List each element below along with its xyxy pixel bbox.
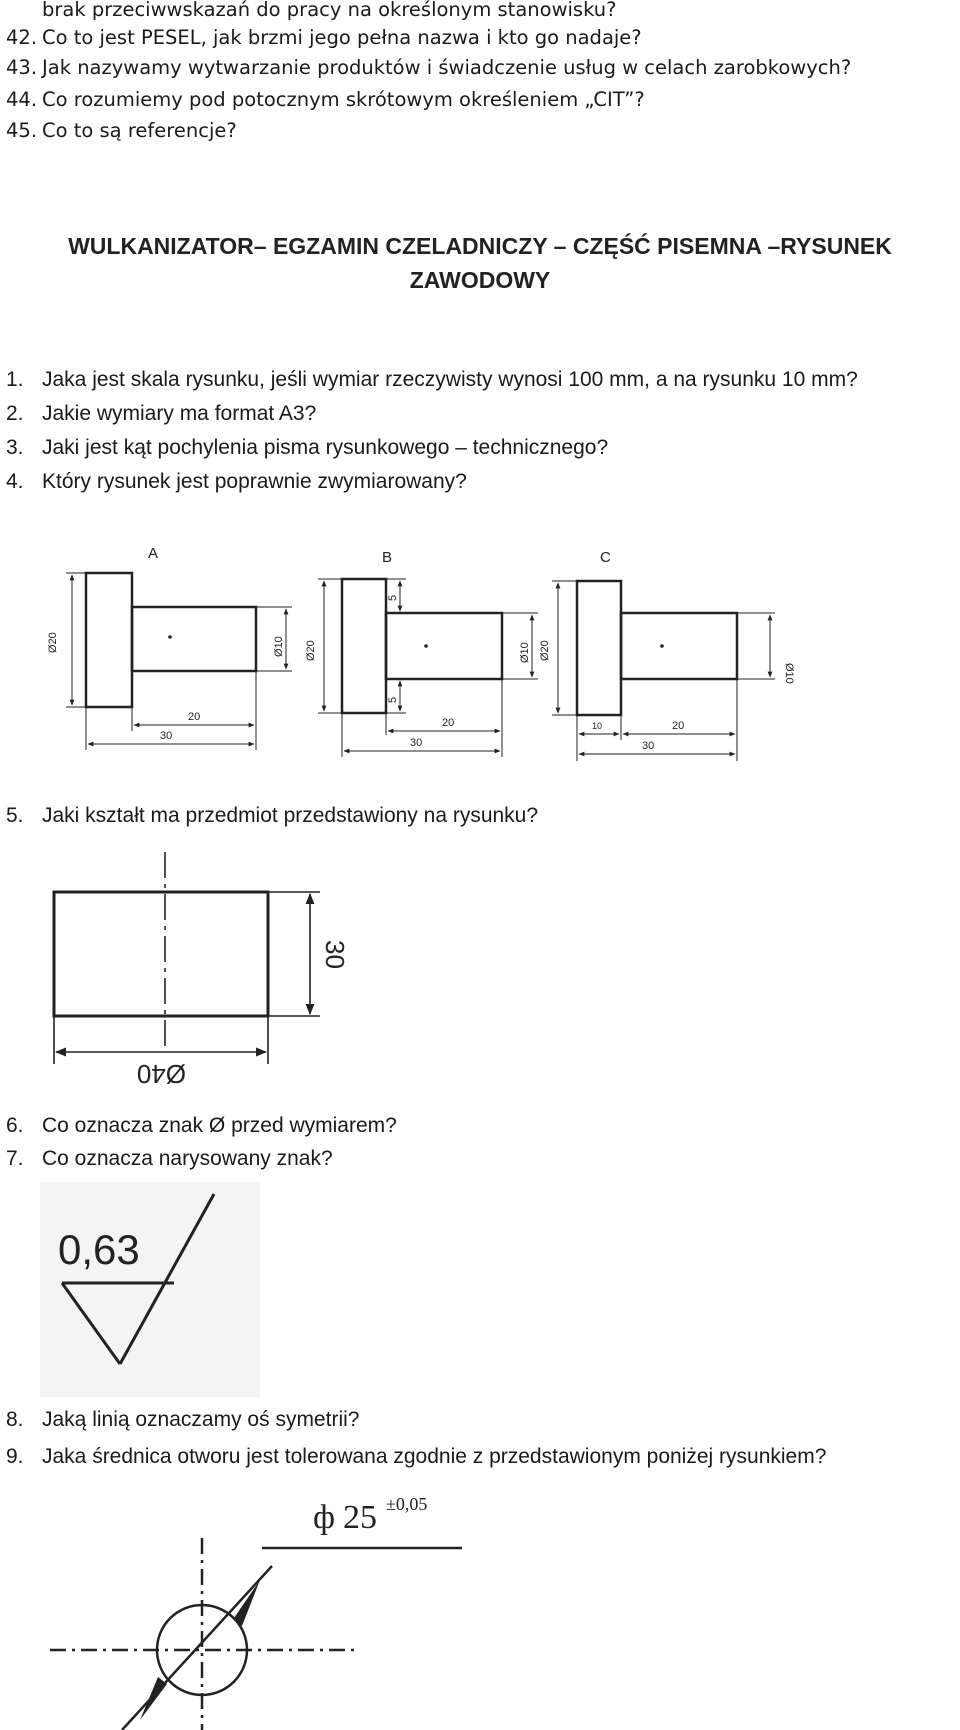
section-title-line-2: ZAWODOWY — [409, 267, 551, 293]
dim-b-5-bottom: 5 — [387, 696, 399, 703]
scan-background — [40, 1182, 260, 1397]
question-9: 9. Jaka średnica otworu jest tolerowana zgodnie z przedstawionym poniżej rysunkiem? — [6, 1445, 827, 1468]
question-6: 6. Co oznacza znak Ø przed wymiarem? — [6, 1114, 397, 1137]
dim-c-30: 30 — [642, 740, 655, 752]
intro-question-44: 44. Co rozumiemy pod potocznym skrótowym określeniem „CIT”? — [6, 88, 645, 111]
dimensioning-figure-q4 — [30, 535, 810, 765]
diameter-symbol: ф — [313, 1499, 336, 1536]
dim-a-d10: Ø10 — [273, 636, 285, 657]
dim-b-d20: Ø20 — [305, 640, 317, 661]
roughness-symbol-figure-q7 — [40, 1182, 260, 1397]
intro-question-43: 43. Jak nazywamy wytwarzanie produktów i świadczenie usług w celach zarobkowych? — [6, 56, 852, 79]
roughness-value: 0,63 — [58, 1226, 140, 1273]
intro-question-45: 45. Co to są referencje? — [6, 119, 237, 142]
drawing-c — [552, 581, 775, 761]
dim-b-d10: Ø10 — [519, 642, 531, 663]
label-c: C — [600, 549, 611, 566]
question-8: 8. Jaką linią oznaczamy oś symetrii? — [6, 1408, 360, 1431]
drawing-b — [318, 579, 538, 757]
arrowhead-lower — [140, 1677, 167, 1720]
intro-question-continuation: brak przeciwwskazań do pracy na określonym stanowisku? — [42, 0, 617, 21]
dim-height-30: 30 — [320, 940, 350, 969]
dim-c-20: 20 — [672, 720, 685, 732]
dim-a-20: 20 — [188, 711, 201, 723]
question-2: 2. Jakie wymiary ma format A3? — [6, 402, 317, 425]
label-a: A — [148, 545, 159, 562]
dim-b-5-top: 5 — [387, 594, 399, 601]
dim-b-30: 30 — [410, 737, 423, 749]
drawing-a — [66, 573, 292, 750]
label-b: B — [382, 549, 393, 566]
hole-tolerance-figure-q9 — [40, 1478, 500, 1730]
nominal-dimension: 25 — [343, 1499, 377, 1536]
question-1: 1. Jaka jest skala rysunku, jeśli wymiar rzeczywisty wynosi 100 mm, a na rysunku 10 mm? — [6, 368, 858, 391]
question-3: 3. Jaki jest kąt pochylenia pisma rysunkowego – technicznego? — [6, 436, 609, 459]
cylinder-figure-q5 — [40, 850, 350, 1089]
dim-b-20: 20 — [442, 717, 455, 729]
dim-c-d20: Ø20 — [539, 640, 551, 661]
section-title-line-1: WULKANIZATOR– EGZAMIN CZELADNICZY – CZĘŚĆ PISEMNA –RYSUNEK — [68, 233, 892, 259]
dim-diameter: Ø40 — [136, 1059, 186, 1089]
question-5: 5. Jaki kształt ma przedmiot przedstawiony na rysunku? — [6, 804, 539, 827]
question-7: 7. Co oznacza narysowany znak? — [6, 1147, 333, 1170]
intro-question-42: 42. Co to jest PESEL, jak brzmi jego pełna nazwa i kto go nadaje? — [6, 26, 642, 49]
tolerance-value: ±0,05 — [386, 1494, 428, 1514]
dim-c-d10: Ø10 — [783, 663, 795, 684]
dim-a-d20: Ø20 — [47, 632, 59, 653]
dim-c-10: 10 — [592, 721, 603, 731]
question-4: 4. Który rysunek jest poprawnie zwymiarowany? — [6, 470, 467, 493]
dim-a-30: 30 — [160, 730, 173, 742]
